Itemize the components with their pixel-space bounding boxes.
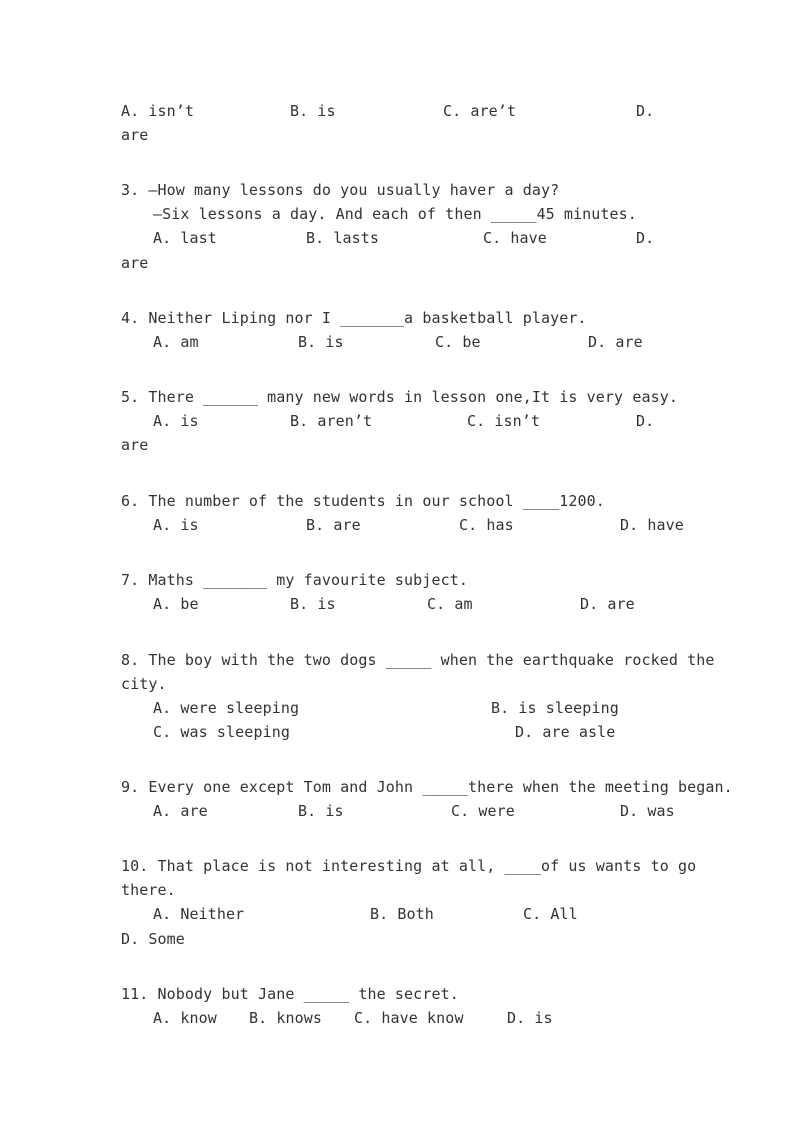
q2-option-c: C. are’t — [443, 102, 517, 120]
q4-option-a: A. am — [153, 333, 199, 351]
q11-option-b: B. knows — [249, 1009, 323, 1027]
q11-option-a: A. know — [153, 1009, 217, 1027]
q8-stem-line1: 8. The boy with the two dogs _____ when the earthquake rocked the — [121, 651, 715, 669]
q10-option-d: D. Some — [121, 930, 185, 948]
q5-option-b: B. aren’t — [290, 412, 373, 430]
q3-option-b: B. lasts — [306, 229, 380, 247]
q2-option-d: D. — [636, 102, 655, 120]
q4-stem: 4. Neither Liping nor I _______a basketball player. — [121, 309, 587, 327]
q7-option-b: B. is — [290, 595, 336, 613]
q3-stem-line1: 3. —How many lessons do you usually haver a day? — [121, 181, 560, 199]
q7-option-c: C. am — [427, 595, 473, 613]
q9-option-d: D. was — [620, 802, 675, 820]
q2-option-b: B. is — [290, 102, 336, 120]
q2-option-a: A. isn’t — [121, 102, 195, 120]
q10-option-c: C. All — [523, 905, 578, 923]
q8-option-a: A. were sleeping — [153, 699, 300, 717]
q7-option-d: D. are — [580, 595, 635, 613]
q9-option-b: B. is — [298, 802, 344, 820]
q5-option-c: C. isn’t — [467, 412, 541, 430]
q6-option-a: A. is — [153, 516, 199, 534]
q3-option-d-continued: are — [121, 254, 149, 272]
q10-option-a: A. Neither — [153, 905, 245, 923]
q8-option-c: C. was sleeping — [153, 723, 290, 741]
q10-option-b: B. Both — [370, 905, 434, 923]
q5-option-d-continued: are — [121, 436, 149, 454]
q11-stem: 11. Nobody but Jane _____ the secret. — [121, 985, 459, 1003]
q2-option-d-continued: are — [121, 126, 149, 144]
q3-option-a: A. last — [153, 229, 217, 247]
q6-option-c: C. has — [459, 516, 514, 534]
q10-stem-line1: 10. That place is not interesting at all, ____of us wants to go — [121, 857, 697, 875]
q6-option-b: B. are — [306, 516, 361, 534]
q4-option-b: B. is — [298, 333, 344, 351]
q5-stem: 5. There ______ many new words in lesson one,It is very easy. — [121, 388, 678, 406]
q3-stem-line2: —Six lessons a day. And each of then _____45 minutes. — [153, 205, 637, 223]
q9-option-a: A. are — [153, 802, 208, 820]
q5-option-d: D. — [636, 412, 655, 430]
q5-option-a: A. is — [153, 412, 199, 430]
q3-option-c: C. have — [483, 229, 547, 247]
q3-option-d: D. — [636, 229, 655, 247]
q8-option-d: D. are asle — [515, 723, 616, 741]
q4-option-c: C. be — [435, 333, 481, 351]
q9-stem: 9. Every one except Tom and John _____there when the meeting began. — [121, 778, 733, 796]
q8-stem-line2: city. — [121, 675, 167, 693]
q7-stem: 7. Maths _______ my favourite subject. — [121, 571, 468, 589]
q8-option-b: B. is sleeping — [491, 699, 619, 717]
q9-option-c: C. were — [451, 802, 515, 820]
q7-option-a: A. be — [153, 595, 199, 613]
q6-option-d: D. have — [620, 516, 684, 534]
q4-option-d: D. are — [588, 333, 643, 351]
q11-option-c: C. have know — [354, 1009, 464, 1027]
q6-stem: 6. The number of the students in our school ____1200. — [121, 492, 605, 510]
q10-stem-line2: there. — [121, 881, 176, 899]
q11-option-d: D. is — [507, 1009, 553, 1027]
